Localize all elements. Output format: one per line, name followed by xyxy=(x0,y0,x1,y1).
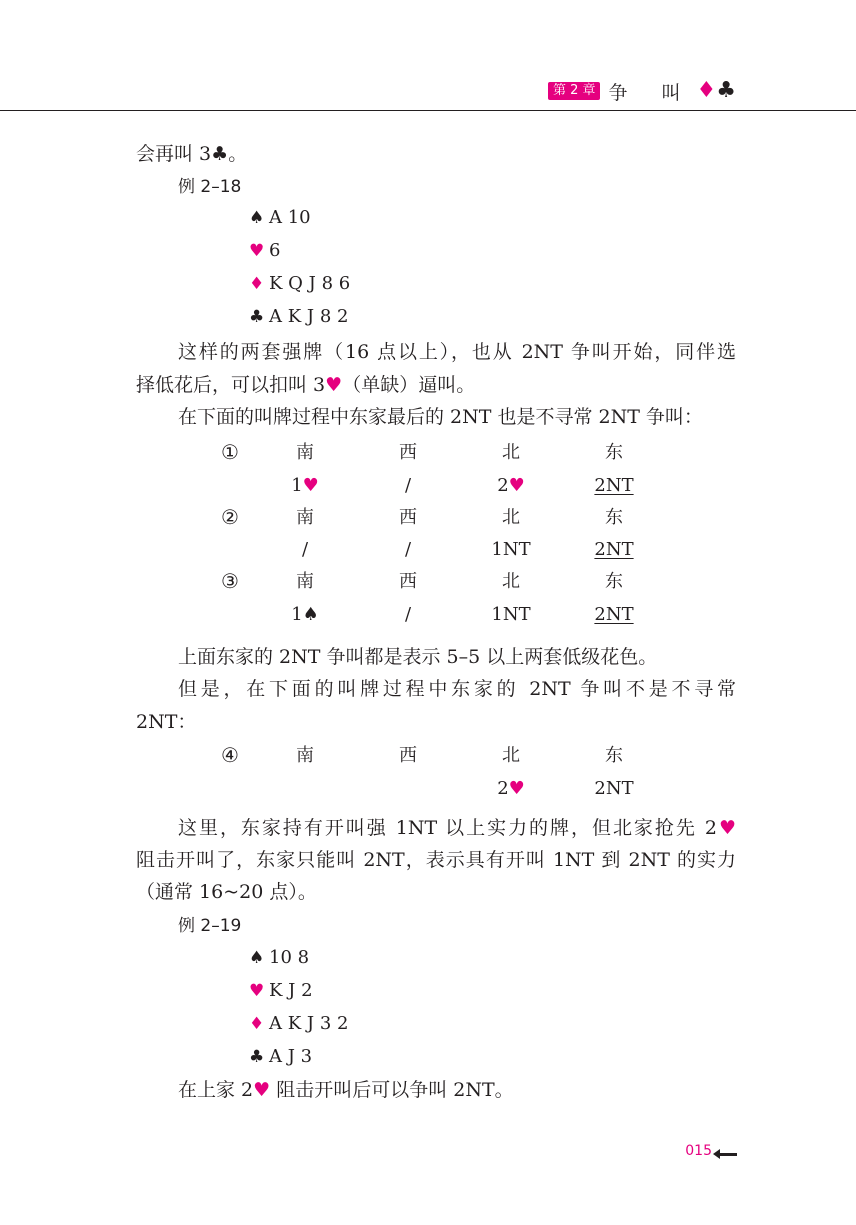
seat-south: 南 xyxy=(296,571,314,592)
paragraph-line: （通常 16~20 点）。 xyxy=(136,881,317,903)
seat-west: 西 xyxy=(399,507,417,528)
auction-number: ② xyxy=(221,505,239,529)
paragraph-line: 这样的两套强牌（16 点以上），也从 2NT 争叫开始，同伴选 xyxy=(178,341,736,363)
paragraph-line: 阻击开叫了，东家只能叫 2NT，表示具有开叫 1NT 到 2NT 的实力 xyxy=(136,849,736,871)
arrow-left-icon xyxy=(718,1153,737,1156)
bid-east: 2NT xyxy=(594,604,634,625)
hand-diamonds: ♦ K Q J 8 6 xyxy=(249,273,351,294)
spade-icon: ♠ xyxy=(249,948,265,968)
spade-icon: ♠ xyxy=(302,604,319,625)
page-number: 015 xyxy=(685,1143,712,1159)
heart-icon: ♥ xyxy=(253,1079,271,1101)
bid-north: 1NT xyxy=(491,604,531,625)
seat-south: 南 xyxy=(296,745,314,766)
paragraph-line: 但是，在下面的叫牌过程中东家的 2NT 争叫不是不寻常 xyxy=(178,678,736,700)
auction-number: ① xyxy=(221,440,239,464)
heart-icon: ♥ xyxy=(302,475,319,496)
hand-clubs: ♣ A K J 8 2 xyxy=(249,306,349,327)
bid-north: 1NT xyxy=(491,539,531,560)
chapter-suit-icons xyxy=(697,80,736,102)
heart-icon: ♥ xyxy=(508,778,525,799)
seat-north: 北 xyxy=(502,442,520,463)
paragraph-line: 会再叫 3♣。 xyxy=(136,143,248,165)
seat-north: 北 xyxy=(502,507,520,528)
example-label: 例 2–19 xyxy=(178,916,242,936)
heart-icon: ♥ xyxy=(249,241,265,261)
seat-west: 西 xyxy=(399,442,417,463)
heart-icon: ♥ xyxy=(716,817,736,839)
hand-hearts: ♥ K J 2 xyxy=(249,980,313,1001)
club-icon: ♣ xyxy=(249,1047,265,1067)
paragraph-line: 2NT： xyxy=(136,711,197,733)
header-rule xyxy=(0,110,856,111)
bid-east: 2NT xyxy=(594,778,634,799)
seat-north: 北 xyxy=(502,571,520,592)
club-icon: ♣ xyxy=(716,78,736,103)
hand-spades: ♠ 10 8 xyxy=(249,947,310,968)
bid-north: 2♥ xyxy=(497,475,525,496)
seat-south: 南 xyxy=(296,442,314,463)
bid-south: 1♥ xyxy=(291,475,319,496)
paragraph-line: 在下面的叫牌过程中东家最后的 2NT 也是不寻常 2NT 争叫： xyxy=(178,406,703,428)
seat-north: 北 xyxy=(502,745,520,766)
paragraph-line: 这里，东家持有开叫强 1NT 以上实力的牌，但北家抢先 2♥ xyxy=(178,817,736,839)
paragraph-line: 择低花后，可以扣叫 3♥（单缺）逼叫。 xyxy=(136,374,476,396)
chapter-title: 争 叫 xyxy=(608,81,695,104)
seat-west: 西 xyxy=(399,745,417,766)
bid-east: 2NT xyxy=(594,539,634,560)
hand-diamonds: ♦ A K J 3 2 xyxy=(249,1013,349,1034)
club-icon: ♣ xyxy=(211,143,229,165)
seat-south: 南 xyxy=(296,507,314,528)
bid-south: 1♠ xyxy=(291,604,319,625)
bid-east: 2NT xyxy=(594,475,634,496)
bid-west: / xyxy=(404,539,412,560)
heart-icon: ♥ xyxy=(508,475,525,496)
bid-south: / xyxy=(301,539,309,560)
seat-east: 东 xyxy=(605,571,623,592)
heart-icon: ♥ xyxy=(325,374,343,396)
diamond-icon: ♦ xyxy=(696,78,717,103)
auction-number: ④ xyxy=(221,743,239,767)
bid-north: 2♥ xyxy=(497,778,525,799)
chapter-badge: 第 2 章 xyxy=(548,82,601,100)
seat-east: 东 xyxy=(605,507,623,528)
auction-number: ③ xyxy=(221,569,239,593)
hand-hearts: ♥ 6 xyxy=(249,240,281,261)
diamond-icon: ♦ xyxy=(249,1014,265,1034)
diamond-icon: ♦ xyxy=(249,274,265,294)
example-label: 例 2–18 xyxy=(178,177,242,197)
bid-west: / xyxy=(404,604,412,625)
paragraph-line: 上面东家的 2NT 争叫都是表示 5–5 以上两套低级花色。 xyxy=(178,646,658,668)
seat-east: 东 xyxy=(605,442,623,463)
chapter-header xyxy=(548,77,736,105)
club-icon: ♣ xyxy=(249,307,265,327)
bid-west: / xyxy=(404,475,412,496)
hand-spades: ♠ A 10 xyxy=(249,207,311,228)
paragraph-line: 在上家 2♥ 阻击开叫后可以争叫 2NT。 xyxy=(178,1079,514,1101)
hand-clubs: ♣ A J 3 xyxy=(249,1046,313,1067)
heart-icon: ♥ xyxy=(249,981,265,1001)
seat-west: 西 xyxy=(399,571,417,592)
spade-icon: ♠ xyxy=(249,208,265,228)
seat-east: 东 xyxy=(605,745,623,766)
